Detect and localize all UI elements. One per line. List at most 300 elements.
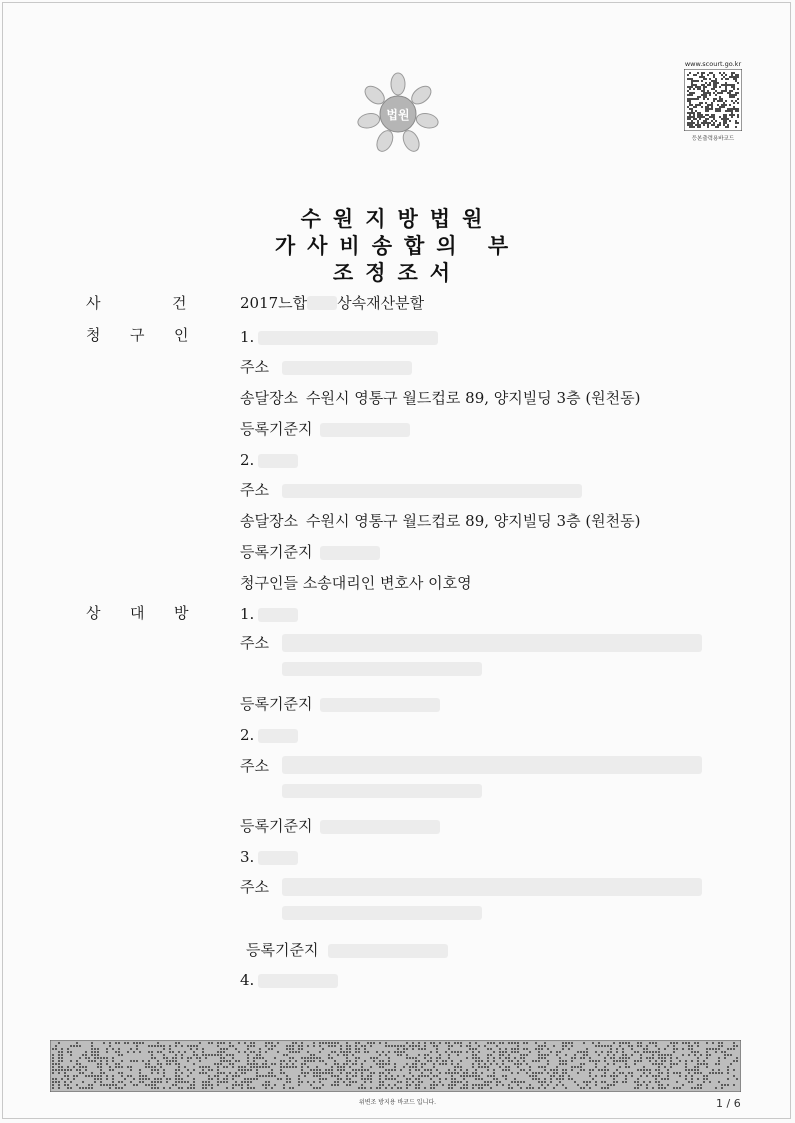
barcode-dot xyxy=(625,1066,627,1068)
barcode-dot xyxy=(196,1054,198,1056)
qr-module xyxy=(733,114,735,116)
barcode-dot xyxy=(364,1078,366,1080)
barcode-dot xyxy=(283,1066,285,1068)
barcode-dot xyxy=(184,1081,186,1083)
barcode-dot xyxy=(604,1069,606,1071)
barcode-dot xyxy=(172,1084,174,1086)
barcode-dot xyxy=(415,1087,417,1089)
barcode-dot xyxy=(586,1051,588,1053)
barcode-dot xyxy=(73,1066,75,1068)
barcode-dot xyxy=(322,1078,324,1080)
barcode-dot xyxy=(127,1066,129,1068)
barcode-dot xyxy=(538,1054,540,1056)
barcode-dot xyxy=(226,1060,228,1062)
barcode-dot xyxy=(310,1069,312,1071)
barcode-dot xyxy=(259,1054,261,1056)
qr-module xyxy=(721,104,723,106)
qr-module xyxy=(693,112,695,114)
barcode-dot xyxy=(127,1042,129,1044)
barcode-dot xyxy=(61,1051,63,1053)
barcode-dot xyxy=(76,1060,78,1062)
barcode-dot xyxy=(724,1057,726,1059)
qr-module xyxy=(697,116,699,118)
qr-module xyxy=(711,114,713,116)
qr-module xyxy=(701,106,703,108)
barcode-dot xyxy=(589,1081,591,1083)
barcode-dot xyxy=(388,1051,390,1053)
barcode-dot xyxy=(244,1081,246,1083)
barcode-dot xyxy=(301,1069,303,1071)
barcode-dot xyxy=(535,1078,537,1080)
barcode-dot xyxy=(553,1087,555,1089)
barcode-dot xyxy=(691,1075,693,1077)
barcode-dot xyxy=(616,1060,618,1062)
barcode-dot xyxy=(154,1081,156,1083)
barcode-dot xyxy=(538,1081,540,1083)
barcode-dot xyxy=(445,1072,447,1074)
qr-module xyxy=(713,80,715,82)
qr-module xyxy=(701,74,703,76)
barcode-dot xyxy=(490,1048,492,1050)
barcode-dot xyxy=(127,1075,129,1077)
barcode-dot xyxy=(157,1063,159,1065)
barcode-dot xyxy=(139,1069,141,1071)
barcode-dot xyxy=(598,1060,600,1062)
barcode-dot xyxy=(478,1057,480,1059)
barcode-dot xyxy=(85,1069,87,1071)
barcode-dot xyxy=(646,1048,648,1050)
qr-module xyxy=(725,84,727,86)
qr-module xyxy=(699,116,701,118)
barcode-dot xyxy=(589,1075,591,1077)
barcode-dot xyxy=(268,1042,270,1044)
barcode-dot xyxy=(439,1072,441,1074)
barcode-dot xyxy=(238,1069,240,1071)
barcode-dot xyxy=(358,1087,360,1089)
barcode-dot xyxy=(208,1081,210,1083)
barcode-dot xyxy=(109,1084,111,1086)
barcode-dot xyxy=(472,1048,474,1050)
barcode-dot xyxy=(244,1066,246,1068)
barcode-dot xyxy=(736,1078,738,1080)
barcode-dot xyxy=(394,1084,396,1086)
qr-module xyxy=(689,86,691,88)
qr-module xyxy=(713,92,715,94)
barcode-dot xyxy=(301,1057,303,1059)
barcode-dot xyxy=(394,1078,396,1080)
barcode-dot xyxy=(517,1063,519,1065)
barcode-dot xyxy=(115,1084,117,1086)
barcode-dot xyxy=(568,1075,570,1077)
barcode-dot xyxy=(508,1057,510,1059)
barcode-dot xyxy=(238,1084,240,1086)
barcode-dot xyxy=(277,1078,279,1080)
barcode-dot xyxy=(679,1075,681,1077)
barcode-dot xyxy=(76,1069,78,1071)
barcode-dot xyxy=(271,1087,273,1089)
barcode-dot xyxy=(703,1075,705,1077)
barcode-dot xyxy=(493,1060,495,1062)
barcode-dot xyxy=(226,1054,228,1056)
respondent-4-number: 4. xyxy=(240,971,255,989)
barcode-dot xyxy=(433,1075,435,1077)
barcode-dot xyxy=(493,1057,495,1059)
barcode-dot xyxy=(451,1072,453,1074)
barcode-dot xyxy=(697,1066,699,1068)
barcode-dot xyxy=(121,1054,123,1056)
barcode-dot xyxy=(112,1081,114,1083)
qr-module xyxy=(697,72,699,74)
barcode-dot xyxy=(307,1057,309,1059)
qr-module xyxy=(705,94,707,96)
barcode-dot xyxy=(526,1063,528,1065)
barcode-dot xyxy=(148,1060,150,1062)
barcode-dot xyxy=(451,1087,453,1089)
barcode-dot xyxy=(424,1042,426,1044)
barcode-dot xyxy=(190,1057,192,1059)
barcode-dot xyxy=(460,1087,462,1089)
barcode-dot xyxy=(721,1072,723,1074)
barcode-dot xyxy=(607,1051,609,1053)
barcode-dot xyxy=(325,1042,327,1044)
barcode-dot xyxy=(115,1051,117,1053)
barcode-dot xyxy=(118,1063,120,1065)
barcode-dot xyxy=(79,1069,81,1071)
barcode-dot xyxy=(412,1063,414,1065)
barcode-dot xyxy=(355,1051,357,1053)
barcode-dot xyxy=(85,1087,87,1089)
barcode-dot xyxy=(565,1072,567,1074)
barcode-dot xyxy=(571,1045,573,1047)
barcode-dot xyxy=(556,1066,558,1068)
barcode-dot xyxy=(733,1075,735,1077)
barcode-dot xyxy=(400,1081,402,1083)
barcode-dot xyxy=(169,1048,171,1050)
barcode-dot xyxy=(589,1087,591,1089)
qr-module xyxy=(725,114,727,116)
qr-module xyxy=(731,112,733,114)
barcode-dot xyxy=(646,1069,648,1071)
barcode-dot xyxy=(118,1087,120,1089)
qr-module xyxy=(715,108,717,110)
barcode-dot xyxy=(376,1087,378,1089)
barcode-dot xyxy=(562,1078,564,1080)
barcode-dot xyxy=(703,1078,705,1080)
barcode-dot xyxy=(163,1045,165,1047)
barcode-dot xyxy=(364,1045,366,1047)
barcode-dot xyxy=(661,1057,663,1059)
barcode-dot xyxy=(652,1087,654,1089)
qr-module xyxy=(691,98,693,100)
barcode-dot xyxy=(385,1063,387,1065)
barcode-dot xyxy=(700,1072,702,1074)
barcode-dot xyxy=(346,1063,348,1065)
barcode-dot xyxy=(67,1087,69,1089)
barcode-dot xyxy=(628,1066,630,1068)
barcode-dot xyxy=(175,1060,177,1062)
barcode-dot xyxy=(544,1054,546,1056)
barcode-dot xyxy=(409,1072,411,1074)
barcode-dot xyxy=(151,1072,153,1074)
barcode-dot xyxy=(286,1066,288,1068)
barcode-dot xyxy=(334,1081,336,1083)
barcode-dot xyxy=(640,1069,642,1071)
barcode-dot xyxy=(673,1051,675,1053)
barcode-dot xyxy=(115,1063,117,1065)
barcode-dot xyxy=(424,1054,426,1056)
barcode-dot xyxy=(208,1084,210,1086)
barcode-dot xyxy=(733,1084,735,1086)
barcode-dot xyxy=(640,1075,642,1077)
barcode-dot xyxy=(484,1066,486,1068)
barcode-dot xyxy=(520,1054,522,1056)
barcode-dot xyxy=(151,1054,153,1056)
barcode-dot xyxy=(544,1069,546,1071)
barcode-dot xyxy=(295,1042,297,1044)
barcode-dot xyxy=(634,1081,636,1083)
qr-caption: 등본출력용바코드 xyxy=(691,136,735,142)
barcode-dot xyxy=(310,1054,312,1056)
barcode-dot xyxy=(604,1066,606,1068)
barcode-dot xyxy=(625,1057,627,1059)
barcode-dot xyxy=(391,1045,393,1047)
qr-module xyxy=(719,96,721,98)
barcode-dot xyxy=(70,1087,72,1089)
barcode-dot xyxy=(199,1072,201,1074)
qr-module xyxy=(719,92,721,94)
barcode-dot xyxy=(673,1072,675,1074)
barcode-dot xyxy=(175,1063,177,1065)
qr-module xyxy=(693,122,695,124)
barcode-dot xyxy=(397,1054,399,1056)
qr-module xyxy=(729,90,731,92)
qr-module xyxy=(699,118,701,120)
barcode-dot xyxy=(691,1078,693,1080)
barcode-dot xyxy=(331,1057,333,1059)
barcode-dot xyxy=(244,1072,246,1074)
barcode-dot xyxy=(601,1051,603,1053)
barcode-dot xyxy=(391,1078,393,1080)
barcode-dot xyxy=(577,1051,579,1053)
barcode-dot xyxy=(304,1060,306,1062)
barcode-dot xyxy=(709,1048,711,1050)
barcode-dot xyxy=(58,1087,60,1089)
barcode-dot xyxy=(523,1054,525,1056)
barcode-dot xyxy=(613,1081,615,1083)
barcode-dot xyxy=(481,1087,483,1089)
claimant-agent: 청구인들 소송대리인 변호사 이호영 xyxy=(240,574,472,592)
qr-module xyxy=(703,88,705,90)
barcode-dot xyxy=(562,1069,564,1071)
barcode-dot xyxy=(484,1045,486,1047)
barcode-dot xyxy=(253,1078,255,1080)
barcode-dot xyxy=(421,1066,423,1068)
barcode-dot xyxy=(346,1042,348,1044)
qr-module xyxy=(701,90,703,92)
barcode-dot xyxy=(328,1045,330,1047)
qr-module xyxy=(725,78,727,80)
qr-module xyxy=(689,104,691,106)
barcode-dot xyxy=(688,1045,690,1047)
barcode-dot xyxy=(403,1075,405,1077)
barcode-dot xyxy=(163,1072,165,1074)
barcode-dot xyxy=(595,1045,597,1047)
barcode-dot xyxy=(370,1066,372,1068)
barcode-dot xyxy=(208,1078,210,1080)
barcode-dot xyxy=(424,1087,426,1089)
barcode-dot xyxy=(583,1069,585,1071)
page-number: 1 / 6 xyxy=(716,1097,741,1110)
barcode-dot xyxy=(166,1060,168,1062)
barcode-dot xyxy=(457,1051,459,1053)
barcode-dot xyxy=(67,1078,69,1080)
court-title: 수원지방법원 xyxy=(300,207,495,231)
barcode-dot xyxy=(559,1051,561,1053)
qr-module xyxy=(737,110,739,112)
barcode-dot xyxy=(610,1057,612,1059)
barcode-dot xyxy=(721,1042,723,1044)
barcode-dot xyxy=(451,1045,453,1047)
barcode-dot xyxy=(586,1054,588,1056)
qr-module xyxy=(707,90,709,92)
barcode-dot xyxy=(145,1075,147,1077)
barcode-dot xyxy=(364,1087,366,1089)
barcode-dot xyxy=(115,1087,117,1089)
barcode-dot xyxy=(361,1069,363,1071)
barcode-dot xyxy=(688,1081,690,1083)
barcode-dot xyxy=(466,1069,468,1071)
barcode-dot xyxy=(97,1054,99,1056)
redaction xyxy=(320,423,410,437)
barcode-dot xyxy=(67,1066,69,1068)
barcode-dot xyxy=(202,1081,204,1083)
barcode-dot xyxy=(667,1072,669,1074)
qr-module xyxy=(721,78,723,80)
barcode-dot xyxy=(655,1075,657,1077)
barcode-dot xyxy=(67,1084,69,1086)
barcode-dot xyxy=(730,1063,732,1065)
barcode-dot xyxy=(319,1087,321,1089)
barcode-dot xyxy=(478,1084,480,1086)
qr-module xyxy=(709,92,711,94)
qr-module xyxy=(701,102,703,104)
barcode-dot xyxy=(610,1051,612,1053)
barcode-dot xyxy=(274,1057,276,1059)
barcode-dot xyxy=(430,1060,432,1062)
barcode-dot xyxy=(268,1075,270,1077)
barcode-dot xyxy=(418,1078,420,1080)
barcode-dot xyxy=(133,1051,135,1053)
barcode-dot xyxy=(355,1075,357,1077)
barcode-dot xyxy=(274,1063,276,1065)
barcode-dot xyxy=(64,1069,66,1071)
qr-module xyxy=(721,100,723,102)
barcode-dot xyxy=(661,1072,663,1074)
barcode-dot xyxy=(475,1060,477,1062)
barcode-dot xyxy=(70,1045,72,1047)
barcode-dot xyxy=(517,1072,519,1074)
barcode-dot xyxy=(205,1081,207,1083)
barcode-dot xyxy=(247,1048,249,1050)
barcode-dot xyxy=(427,1075,429,1077)
barcode-dot xyxy=(598,1042,600,1044)
barcode-dot xyxy=(328,1057,330,1059)
barcode-dot xyxy=(697,1063,699,1065)
barcode-dot xyxy=(421,1048,423,1050)
barcode-dot xyxy=(58,1060,60,1062)
barcode-dot xyxy=(670,1054,672,1056)
barcode-dot xyxy=(394,1066,396,1068)
barcode-dot xyxy=(361,1045,363,1047)
barcode-dot xyxy=(313,1081,315,1083)
qr-module xyxy=(727,126,729,128)
barcode-dot xyxy=(655,1051,657,1053)
barcode-dot xyxy=(193,1054,195,1056)
barcode-dot xyxy=(658,1063,660,1065)
barcode-dot xyxy=(82,1072,84,1074)
barcode-dot xyxy=(52,1081,54,1083)
claimant-2-delivery: 송달장소 수원시 영통구 월드컵로 89, 양지빌딩 3층 (원천동) xyxy=(240,512,641,530)
barcode-dot xyxy=(538,1060,540,1062)
qr-module xyxy=(713,118,715,120)
barcode-dot xyxy=(160,1063,162,1065)
qr-module xyxy=(733,94,735,96)
barcode-dot xyxy=(319,1051,321,1053)
barcode-dot xyxy=(343,1069,345,1071)
barcode-dot xyxy=(472,1051,474,1053)
barcode-dot xyxy=(508,1042,510,1044)
barcode-dot xyxy=(493,1072,495,1074)
barcode-dot xyxy=(178,1081,180,1083)
qr-module xyxy=(699,102,701,104)
barcode-dot xyxy=(484,1081,486,1083)
barcode-dot xyxy=(211,1042,213,1044)
qr-module xyxy=(709,116,711,118)
barcode-dot xyxy=(142,1081,144,1083)
barcode-dot xyxy=(220,1054,222,1056)
barcode-dot xyxy=(418,1081,420,1083)
barcode-dot xyxy=(358,1042,360,1044)
barcode-dot xyxy=(619,1060,621,1062)
barcode-dot xyxy=(286,1048,288,1050)
qr-module xyxy=(725,82,727,84)
qr-module xyxy=(693,98,695,100)
qr-module xyxy=(723,118,725,120)
barcode-dot xyxy=(703,1060,705,1062)
barcode-dot xyxy=(301,1072,303,1074)
barcode-dot xyxy=(337,1084,339,1086)
barcode-dot xyxy=(151,1087,153,1089)
barcode-dot xyxy=(121,1066,123,1068)
barcode-dot xyxy=(187,1081,189,1083)
barcode-dot xyxy=(478,1087,480,1089)
barcode-dot xyxy=(502,1069,504,1071)
barcode-dot xyxy=(625,1078,627,1080)
barcode-dot xyxy=(406,1087,408,1089)
qr-module xyxy=(691,108,693,110)
barcode-dot xyxy=(256,1075,258,1077)
qr-module xyxy=(731,116,733,118)
barcode-dot xyxy=(640,1054,642,1056)
barcode-dot xyxy=(595,1081,597,1083)
barcode-dot xyxy=(208,1075,210,1077)
barcode-dot xyxy=(481,1084,483,1086)
barcode-dot xyxy=(517,1084,519,1086)
barcode-dot xyxy=(541,1054,543,1056)
barcode-dot xyxy=(688,1069,690,1071)
barcode-dot xyxy=(193,1069,195,1071)
qr-module xyxy=(723,106,725,108)
